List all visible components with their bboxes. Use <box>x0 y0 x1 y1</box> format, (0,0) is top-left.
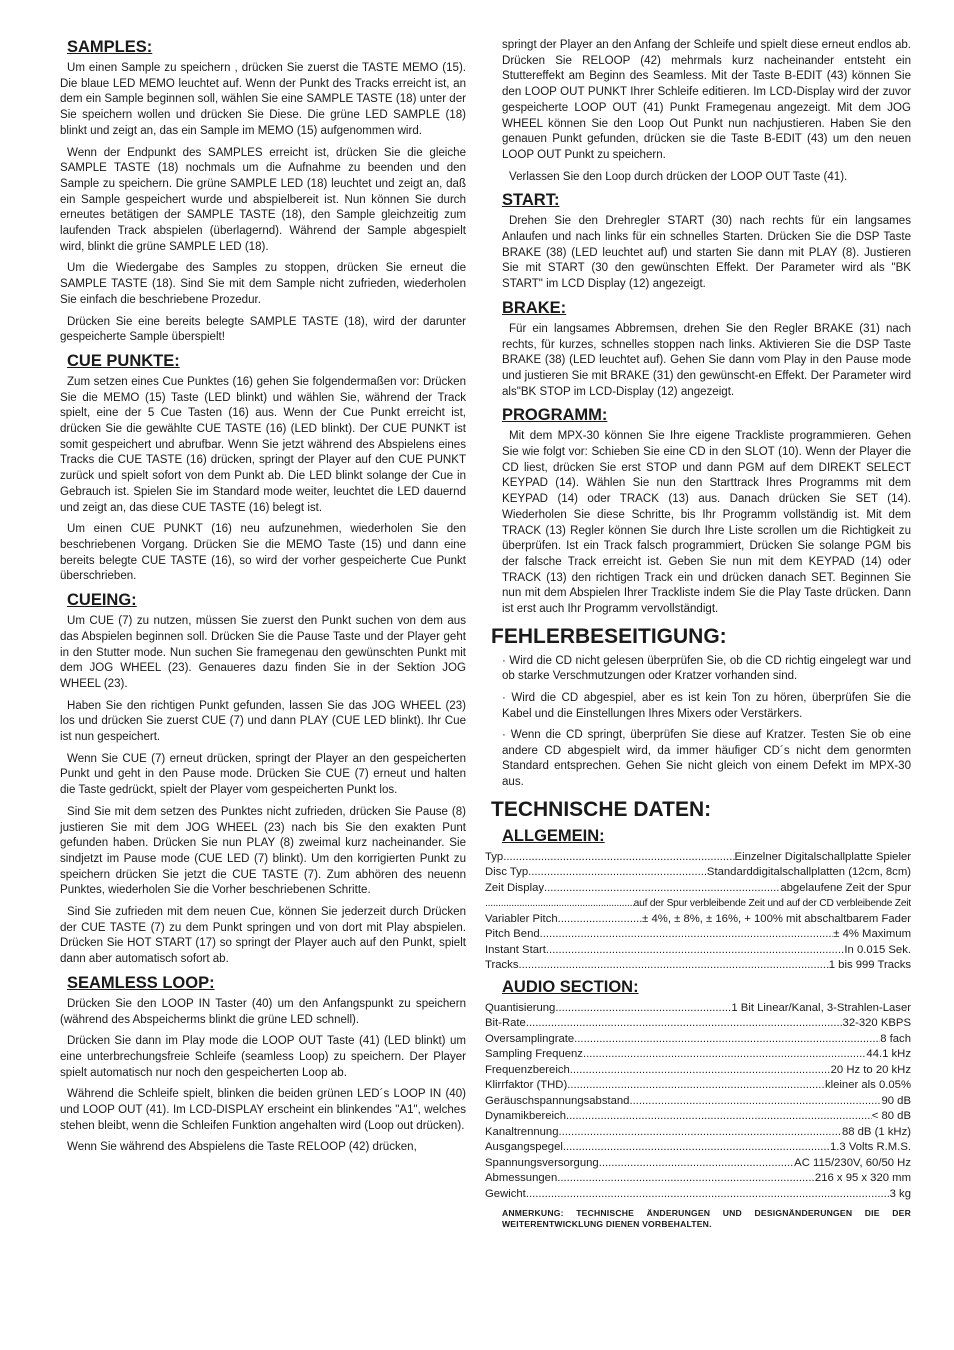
samples-paragraph: Um einen Sample zu speichern , drücken Sie zuerst die TASTE MEMO (15). Die blaue LED MEMO leuchtet auf. Wenn der Punkt des Tracks erreicht ist, an dem ein Sample beginnen soll, wählen Sie eine SAMPLE TASTE (18) unter der Sie speichern wollen und drücken Sie Diese. Die grüne LED SAMPLE (18) blinkt und zeigt an, das ein Sample im MEMO (15) aufgenommen wird. <box>60 62 466 137</box>
spec-label: Tracks <box>485 959 519 972</box>
seamless-loop-paragraph: Drücken Sie den LOOP IN Taster (40) um den Anfangspunkt zu speichern (während des Abspeicherms blinkt die grüne LED schnell). <box>60 997 466 1026</box>
spec-leader-dots <box>570 1063 831 1079</box>
spec-leader-dots <box>544 881 780 897</box>
samples-paragraph: Drücken Sie eine bereits belegte SAMPLE TASTE (18), wird der darunter gespeicherte Sample überspielt! <box>60 315 466 344</box>
spec-value: 32-320 KBPS <box>842 1017 911 1030</box>
spec-value: abgelaufene Zeit der Spur <box>780 881 911 894</box>
section-heading-brake: BRAKE: <box>502 298 567 317</box>
spec-row <box>485 1187 911 1203</box>
spec-value: ± 4% Maximum <box>833 928 911 941</box>
spec-leader-dots <box>567 1078 825 1094</box>
spec-label: Quantisierung <box>485 1001 556 1014</box>
spec-value: 3 kg <box>889 1187 911 1200</box>
spec-value: 8 fach <box>880 1032 911 1045</box>
seamless-loop-continued-paragraph: springt der Player an den Anfang der Schleife und spielt diese erneut endlos ab. Drücken Sie RELOOP (42) mehrmals kurz nacheinander entsteht ein Stuttereffekt am Beginn des Seamless. Mit der Taste B-EDIT (43) können Sie den LOOP OUT PUNKT Ihrer Schleife editieren. Im LCD-Display wird der zuvor gespeicherte LOOP OUT (41) Punkt Framegenau angezeigt. Mit dem JOG WHEEL können Sie den Loop Out Punkt nun nachjustieren. Haben Sie den genauen Punkt gefunden, drücken sie die Taste B-EDIT (43) um den neuen LOOP OUT Punkt zu speichern. <box>502 39 911 161</box>
cue-punkte-paragraph: Zum setzen eines Cue Punktes (16) gehen Sie folgendermaßen vor: Drücken Sie die MEMO (15) Taste (LED blinkt) und wählen Sie, während der Track spielt, eine der 5 Cue Tasten (16) aus. Wenn der Cue Punkt erreicht ist, drücken Sie die gewählte CUE TASTE (16) (LED blinkt). Der CUE PUNKT ist somit gespeichert und abrufbar. Wenn Sie jetzt während des Abspielens eines Tracks die CUE TASTE (16) drücken, springt der Player auf den CUE PUNKT zurück und spielt sofort von dem Punkt ab. Die LED blinkt solange der Cue in Gebrauch ist. Spielen Sie im Standard mode weiter, leuchtet die LED dauernd und zeigt an, das diese CUE TASTE (16) belegt ist. <box>60 375 466 514</box>
spec-value: auf der Spur verbleibende Zeit und auf der CD verbleibende Zeit <box>633 898 911 910</box>
spec-label: Kanaltrennung <box>485 1125 559 1138</box>
seamless-loop-paragraph: Wenn Sie während des Abspielens die Taste RELOOP (42) drücken, <box>67 1141 417 1154</box>
section-heading-cueing: CUEING: <box>67 591 137 610</box>
spec-label: Bit-Rate <box>485 1017 526 1030</box>
spec-row <box>485 865 911 881</box>
spec-list-allgemein <box>485 850 911 974</box>
section-heading-cue-punkte: CUE PUNKTE: <box>67 351 180 370</box>
spec-label: Dynamikbereich <box>485 1110 566 1123</box>
spec-label: Ausgangspegel <box>485 1141 563 1154</box>
start-paragraph: Drehen Sie den Drehregler START (30) nach rechts für ein langsames Anlaufen und nach links für ein schnelles Starten. Drücken Sie die DSP Taste BRAKE (38) (LED leuchtet auf) und starten Sie dann mit PLAY (8). Justieren Sie mit START (30 den gewünschten Effekt. Der Parameter wird als "BK START" im LCD Display (12) angezeigt. <box>502 215 911 291</box>
spec-value: AC 115/230V, 60/50 Hz <box>794 1156 911 1169</box>
section-heading-programm: PROGRAMM: <box>502 406 608 425</box>
spec-row <box>485 1001 911 1017</box>
spec-value: In 0.015 Sek. <box>844 943 911 956</box>
seamless-loop-paragraph: Während die Schleife spielt, blinken die beiden grünen LED´s LOOP IN (40) und LOOP OUT (41). Im LCD-DISPLAY erscheint ein blinkendes "A1", welches stehen bleibt, wenn die Schleifen Funktion angehalten wird (Loop out drücken). <box>60 1088 466 1132</box>
troubleshooting-item: · Wird die CD nicht gelesen überprüfen Sie, ob die CD richtig eingelegt war und ob starke Verschmutzungen oder Kratzer vorhanden sind. <box>502 654 911 683</box>
spec-label: Typ <box>485 850 504 863</box>
spec-value: 44.1 kHz <box>866 1048 911 1061</box>
spec-value: kleiner als 0.05% <box>824 1079 911 1092</box>
spec-value: Einzelner Digitalschallplatte Spieler <box>734 850 911 863</box>
spec-leader-dots <box>503 850 734 866</box>
spec-label: Instant Start <box>485 943 546 956</box>
spec-leader-dots <box>563 1140 830 1156</box>
spec-row <box>485 850 911 866</box>
spec-label: Sampling Frequenz <box>485 1048 583 1061</box>
spec-row <box>485 958 911 974</box>
section-heading-fehlerbeseitigung: FEHLERBESEITIGUNG: <box>491 624 727 648</box>
section-heading-seamless-loop: SEAMLESS LOOP: <box>67 973 215 992</box>
spec-row <box>485 1171 911 1187</box>
spec-row <box>485 896 911 912</box>
left-column <box>60 38 466 1162</box>
spec-value: 216 x 95 x 320 mm <box>814 1172 911 1185</box>
spec-value: ± 4%, ± 8%, ± 16%, + 100% mit abschaltbarem Fader <box>642 912 911 925</box>
seamless-loop-paragraph: Drücken Sie dann im Play mode die LOOP OUT Taste (41) (LED blinkt) um eine unterbrechungsfreie Schleife (seamless Loop) zu speichern. Der Player spielt automatisch nur noch den gespeicherten Loop ab. <box>60 1035 466 1079</box>
spec-row <box>485 1032 911 1048</box>
spec-row <box>485 1094 911 1110</box>
spec-value: 20 Hz to 20 kHz <box>830 1063 911 1076</box>
section-heading-samples: SAMPLES: <box>67 38 153 56</box>
spec-row <box>485 912 911 928</box>
spec-label: Zeit Display <box>485 881 545 894</box>
spec-leader-dots <box>526 1016 843 1032</box>
spec-row <box>485 881 911 897</box>
spec-row <box>485 1140 911 1156</box>
spec-leader-dots <box>546 943 845 959</box>
spec-value: 1 Bit Linear/Kanal, 3-Strahlen-Laser <box>731 1001 911 1014</box>
seamless-loop-continued-paragraph: Verlassen Sie den Loop durch drücken der LOOP OUT Taste (41). <box>509 170 848 183</box>
technical-changes-note: ANMERKUNG: TECHNISCHE ÄNDERUNGEN UND DESIGNÄNDERUNGEN DIE DER WEITERENTWICKLUNG DIENEN VORBEHALTEN. <box>502 1208 911 1230</box>
spec-leader-dots <box>583 1047 866 1063</box>
spec-label: Gewicht <box>485 1187 526 1200</box>
spec-list-audio <box>485 1001 911 1203</box>
spec-row <box>485 1109 911 1125</box>
spec-row <box>485 1016 911 1032</box>
spec-leader-dots <box>558 912 643 928</box>
spec-label: Disc Typ <box>485 866 529 879</box>
spec-label: Geräuschspannungsabstand <box>485 1094 630 1107</box>
spec-leader-dots <box>559 1125 842 1141</box>
cueing-paragraph: Haben Sie den richtigen Punkt gefunden, lassen Sie das JOG WHEEL (23) los und drücken Sie zuerst CUE (7) und dann PLAY (CUE LED blinkt). Ihr Cue ist nun gespeichert. <box>60 699 466 744</box>
spec-leader-dots <box>557 1171 815 1187</box>
spec-row <box>485 1047 911 1063</box>
spec-leader-dots <box>526 1187 890 1203</box>
spec-value: 90 dB <box>881 1094 911 1107</box>
spec-leader-dots <box>599 1156 794 1172</box>
cueing-paragraph: Sind Sie zufrieden mit dem neuen Cue, können Sie jederzeit durch Drücken der CUE TASTE (7) zu dem Punkt springen und von dort mit Play abspielen. Drücken Sie HOT START (17) so springt der Player auch auf den Punkt, spielt dann aber automatisch sofort ab. <box>60 906 466 966</box>
subsection-heading-audio-section: AUDIO SECTION: <box>502 977 639 996</box>
spec-leader-dots <box>485 896 634 912</box>
cueing-paragraph: Wenn Sie CUE (7) erneut drücken, springt der Player an den gespeicherten Punkt und geht in den Pause mode. Drücken Sie CUE (7) erneut und halten die Taste gedrückt, spielt der Player vom gespeicherten Punkt los. <box>60 752 466 797</box>
spec-label: Oversamplingrate <box>485 1032 575 1045</box>
programm-paragraph: Mit dem MPX-30 können Sie Ihre eigene Trackliste programmieren. Gehen Sie wie folgt vor: Schieben Sie eine CD in den SLOT (10). Wenn der Player die CD liest, drücken Sie erst STOP und dann PGM auf dem DIREKT SELECT KEYPAD (14). Wählen Sie nun den Starttrack Ihres Programms mit dem KEYPAD (14) oder TRACK (13) aus. Danach drücken Sie SET (14). Wiederholen Sie diese Schritte, bis Ihr Programm vollständig ist. Mit dem TRACK (13) Regler können Sie durch Ihre Liste scrollen um die Richtigkeit zu überprüfen. Ist ein Track falsch programmiert, Drücken Sie solange PGM bis der falsche Track erreicht ist. Geben Sie nun mit dem KEYPAD (14) oder TRACK (13) den richtigen Track ein und drücken danach SET. Beginnen Sie nun mit dem Abspielen Ihrer Trackliste indem Sie die Play Taste drücken. Dann ist erst auch Ihr Programm vervollständigt. <box>502 430 911 616</box>
brake-paragraph: Für ein langsames Abbremsen, drehen Sie den Regler BRAKE (31) nach rechts, für kurzes, schnelles stoppen nach links. Aktivieren Sie die DSP Taste BRAKE (38) (LED leuchtet auf). Gehen Sie dann vom Play in den Pause mode und justieren Sie mit BRAKE (31) den gewünscht-en Effekt. Der Parameter wird als"BK STOP im LCD-Display (12) angezeigt. <box>502 322 911 398</box>
section-heading-technische-daten: TECHNISCHE DATEN: <box>491 797 712 821</box>
troubleshooting-item: · Wird die CD abgespiel, aber es ist kein Ton zu hören, überprüfen Sie die Kabel und die Einstellungen Ihres Mixers oder Verstärkers. <box>502 691 911 720</box>
spec-label: Frequenzbereich <box>485 1063 570 1076</box>
spec-leader-dots <box>555 1001 731 1017</box>
cueing-paragraph: Um CUE (7) zu nutzen, müssen Sie zuerst den Punkt suchen von dem aus das Abspielen beginnen soll. Drücken Sie die Pause Taste und der Player geht in den Stutter mode. Nun suchen Sie framegenau den gewünschten Punkt mit dem JOG WHEEL (23). Genaueres dazu finden Sie in der Sektion JOG WHEEL (23). <box>60 615 466 690</box>
spec-label: Klirrfaktor (THD) <box>485 1079 568 1092</box>
spec-leader-dots <box>574 1032 880 1048</box>
spec-leader-dots <box>540 927 834 943</box>
spec-row <box>485 943 911 959</box>
spec-leader-dots <box>518 958 828 974</box>
spec-leader-dots <box>566 1109 872 1125</box>
subsection-heading-allgemein: ALLGEMEIN: <box>502 826 605 845</box>
spec-value: Standarddigitalschallplatten (12cm, 8cm) <box>706 866 911 879</box>
spec-leader-dots <box>629 1094 881 1110</box>
spec-label: Variabler Pitch <box>485 912 558 925</box>
spec-label: Pitch Bend <box>485 928 540 941</box>
troubleshooting-item: · Wenn die CD springt, überprüfen Sie diese auf Kratzer. Testen Sie ob eine andere CD abgespielt wird, da immer häufiger CD´s nicht dem genormten Standard entsprechen. Gehen Sie nicht gleich von einem Defekt im MPX-30 aus. <box>502 729 911 788</box>
spec-row <box>485 1125 911 1141</box>
spec-leader-dots <box>528 865 707 881</box>
spec-row <box>485 1156 911 1172</box>
right-column <box>485 38 911 1230</box>
spec-row <box>485 1063 911 1079</box>
spec-value: 88 dB (1 kHz) <box>841 1125 911 1138</box>
spec-label: Spannungsversorgung <box>485 1156 599 1169</box>
spec-row <box>485 927 911 943</box>
spec-row <box>485 1078 911 1094</box>
section-heading-start: START: <box>502 191 560 210</box>
samples-paragraph: Wenn der Endpunkt des SAMPLES erreicht ist, drücken Sie die gleiche SAMPLE TASTE (18) nochmals um die Aufnahme zu beenden und den Sample zu speichern. Die grüne SAMPLE LED (18) leuchtet und zeigt an, daß ein Sample gespeichert wurde und abspielbereit ist. Nun können Sie durch erneutes betätigen der SAMPLE TASTE (18), den Sample gleichzeitig zum laufenden Track abspielen (überlagernd). Während der Sample abgespielt wird, blinkt die grüne SAMPLE LED (18). <box>60 146 466 253</box>
cueing-paragraph: Sind Sie mit dem setzen des Punktes nicht zufrieden, drücken Sie Pause (8) justieren Sie mit dem JOG WHEEL (23) nach bis Sie den exakten Punt gefunden haben. Drücken Sie nun PLAY (8) zweimal kurz nacheinander. Sie sindjetzt im Pause mode (CUE LED (7) blinkt). Um den korrigierten Punkt zu speichern drücken Sie jetzt die CUE TASTE (7). Zum abhören des neuenn Punktes, wiederholen Sie die Vorher beschriebenen Schritte. <box>60 805 466 897</box>
samples-paragraph: Um die Wiedergabe des Samples zu stoppen, drücken Sie erneut die SAMPLE TASTE (18). Sind Sie mit dem Sample nicht zufrieden, wiederholen Sie einfach die beschriebene Prozedur. <box>60 262 466 306</box>
spec-label: Abmessungen <box>485 1172 558 1185</box>
cue-punkte-paragraph: Um einen CUE PUNKT (16) neu aufzunehmen, wiederholen Sie den beschriebenen Vorgang. Drücken Sie die MEMO Taste (15) und dann eine bereits belegte CUE TASTE (16), so wird der vorher gespeicherte Cue Punkt überschrieben. <box>60 523 466 583</box>
spec-value: 1.3 Volts R.M.S. <box>830 1141 911 1154</box>
spec-value: 1 bis 999 Tracks <box>828 959 911 972</box>
spec-value: < 80 dB <box>871 1110 911 1123</box>
